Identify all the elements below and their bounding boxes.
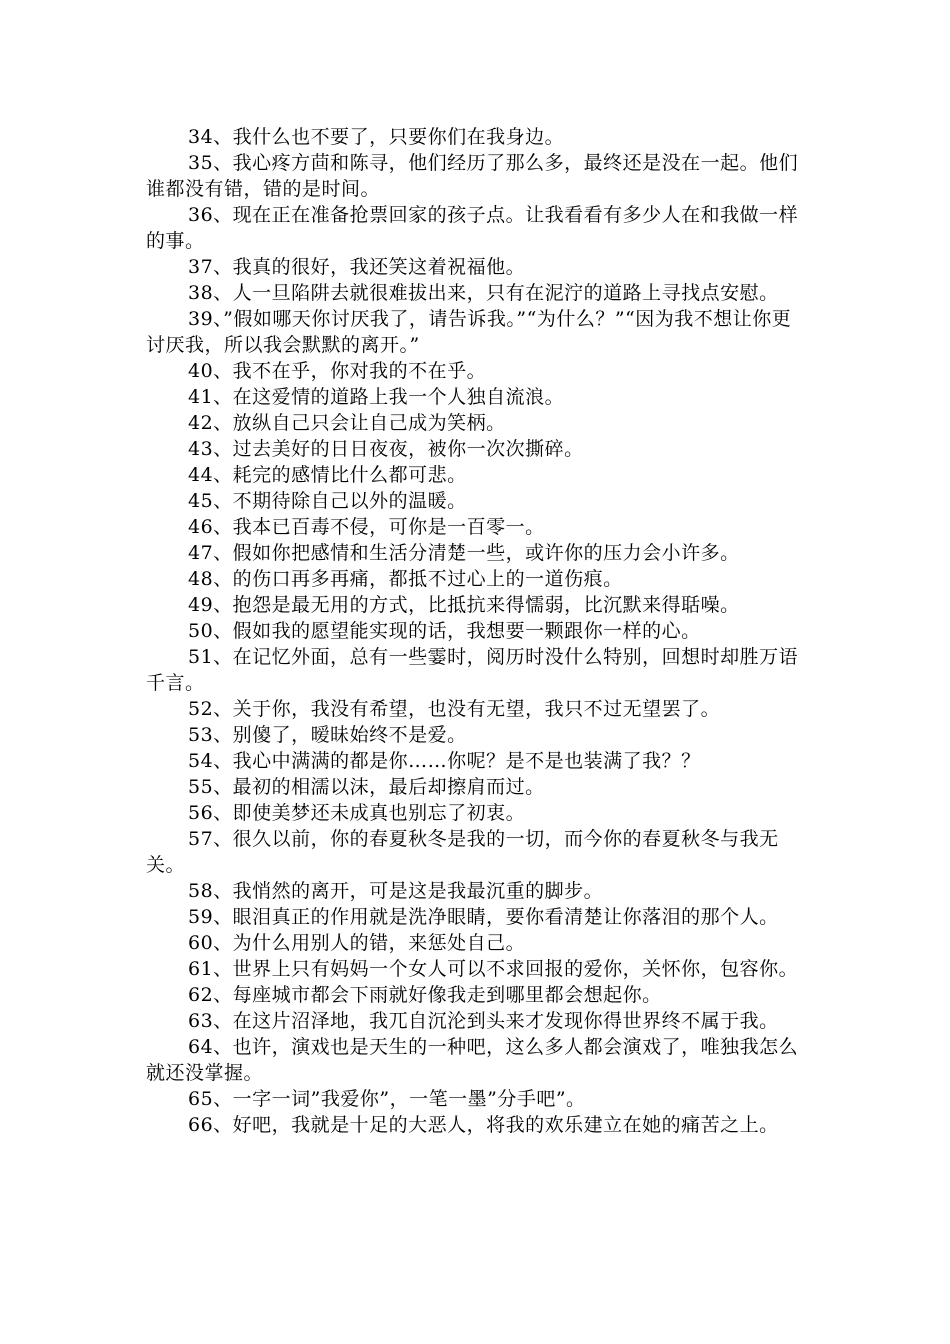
paragraph-51: 51、在记忆外面，总有一些霎时，阅历时没什么特别，回想时却胜万语千言。	[146, 646, 799, 694]
paragraph-48: 48、的伤口再多再痛，都抵不过心上的一道伤痕。	[188, 568, 623, 590]
paragraph-43: 43、过去美好的日日夜夜，被你一次次撕碎。	[188, 438, 584, 460]
paragraph-40: 40、我不在乎，你对我的不在乎。	[188, 360, 487, 382]
document-body	[146, 124, 810, 1138]
paragraph-53: 53、别傻了，暧昧始终不是爱。	[188, 724, 467, 746]
paragraph-44: 44、耗完的感情比什么都可悲。	[188, 464, 467, 486]
paragraph-61: 61、世界上只有妈妈一个女人可以不求回报的爱你，关怀你，包容你。	[188, 958, 799, 980]
paragraph-63: 63、在这片沼泽地，我兀自沉沦到头来才发现你得世界终不属于我。	[188, 1010, 779, 1032]
paragraph-45: 45、不期待除自己以外的温暖。	[188, 490, 467, 512]
paragraph-46: 46、我本已百毒不侵，可你是一百零一。	[188, 516, 545, 538]
paragraph-64: 64、也许，演戏也是天生的一种吧，这么多人都会演戏了，唯独我怎么就还没掌握。	[146, 1036, 799, 1084]
paragraph-39: 39、”假如哪天你讨厌我了，请告诉我。”“为什么？”“因为我不想让你更讨厌我，所以我会默默的离开。”	[146, 308, 792, 356]
paragraph-55: 55、最初的相濡以沫，最后却擦肩而过。	[188, 776, 545, 798]
paragraph-38: 38、人一旦陷阱去就很难拔出来，只有在泥泞的道路上寻找点安慰。	[188, 282, 779, 304]
paragraph-59: 59、眼泪真正的作用就是洗净眼睛，要你看清楚让你落泪的那个人。	[188, 906, 779, 928]
paragraph-52: 52、关于你，我没有希望，也没有无望，我只不过无望罢了。	[188, 698, 721, 720]
paragraph-35: 35、我心疼方茴和陈寻，他们经历了那么多，最终还是没在一起。他们谁都没有错，错的是时间。	[146, 152, 799, 200]
paragraph-57: 57、很久以前，你的春夏秋冬是我的一切，而今你的春夏秋冬与我无关。	[146, 828, 779, 876]
paragraph-49: 49、抱怨是最无用的方式，比抵抗来得懦弱，比沉默来得聒噪。	[188, 594, 740, 616]
paragraph-47: 47、假如你把感情和生活分清楚一些，或许你的压力会小许多。	[188, 542, 740, 564]
paragraph-34: 34、我什么也不要了，只要你们在我身边。	[188, 126, 565, 148]
paragraph-65: 65、一字一词”我爱你”，一笔一墨”分手吧”。	[188, 1088, 586, 1110]
paragraph-50: 50、假如我的愿望能实现的话，我想要一颗跟你一样的心。	[188, 620, 701, 642]
paragraph-62: 62、每座城市都会下雨就好像我走到哪里都会想起你。	[188, 984, 662, 1006]
paragraph-58: 58、我悄然的离开，可是这是我最沉重的脚步。	[188, 880, 604, 902]
paragraph-66: 66、好吧，我就是十足的大恶人，将我的欢乐建立在她的痛苦之上。	[188, 1114, 779, 1136]
paragraph-56: 56、即使美梦还未成真也别忘了初衷。	[188, 802, 526, 824]
paragraph-36: 36、现在正在准备抢票回家的孩子点。让我看看有多少人在和我做一样的事。	[146, 204, 799, 252]
paragraph-60: 60、为什么用别人的错，来惩处自己。	[188, 932, 526, 954]
paragraph-41: 41、在这爱情的道路上我一个人独自流浪。	[188, 386, 565, 408]
paragraph-42: 42、放纵自己只会让自己成为笑柄。	[188, 412, 506, 434]
paragraph-54: 54、我心中满满的都是你……你呢？是不是也装满了我？？	[188, 750, 701, 772]
paragraph-37: 37、我真的很好，我还笑这着祝福他。	[188, 256, 526, 278]
